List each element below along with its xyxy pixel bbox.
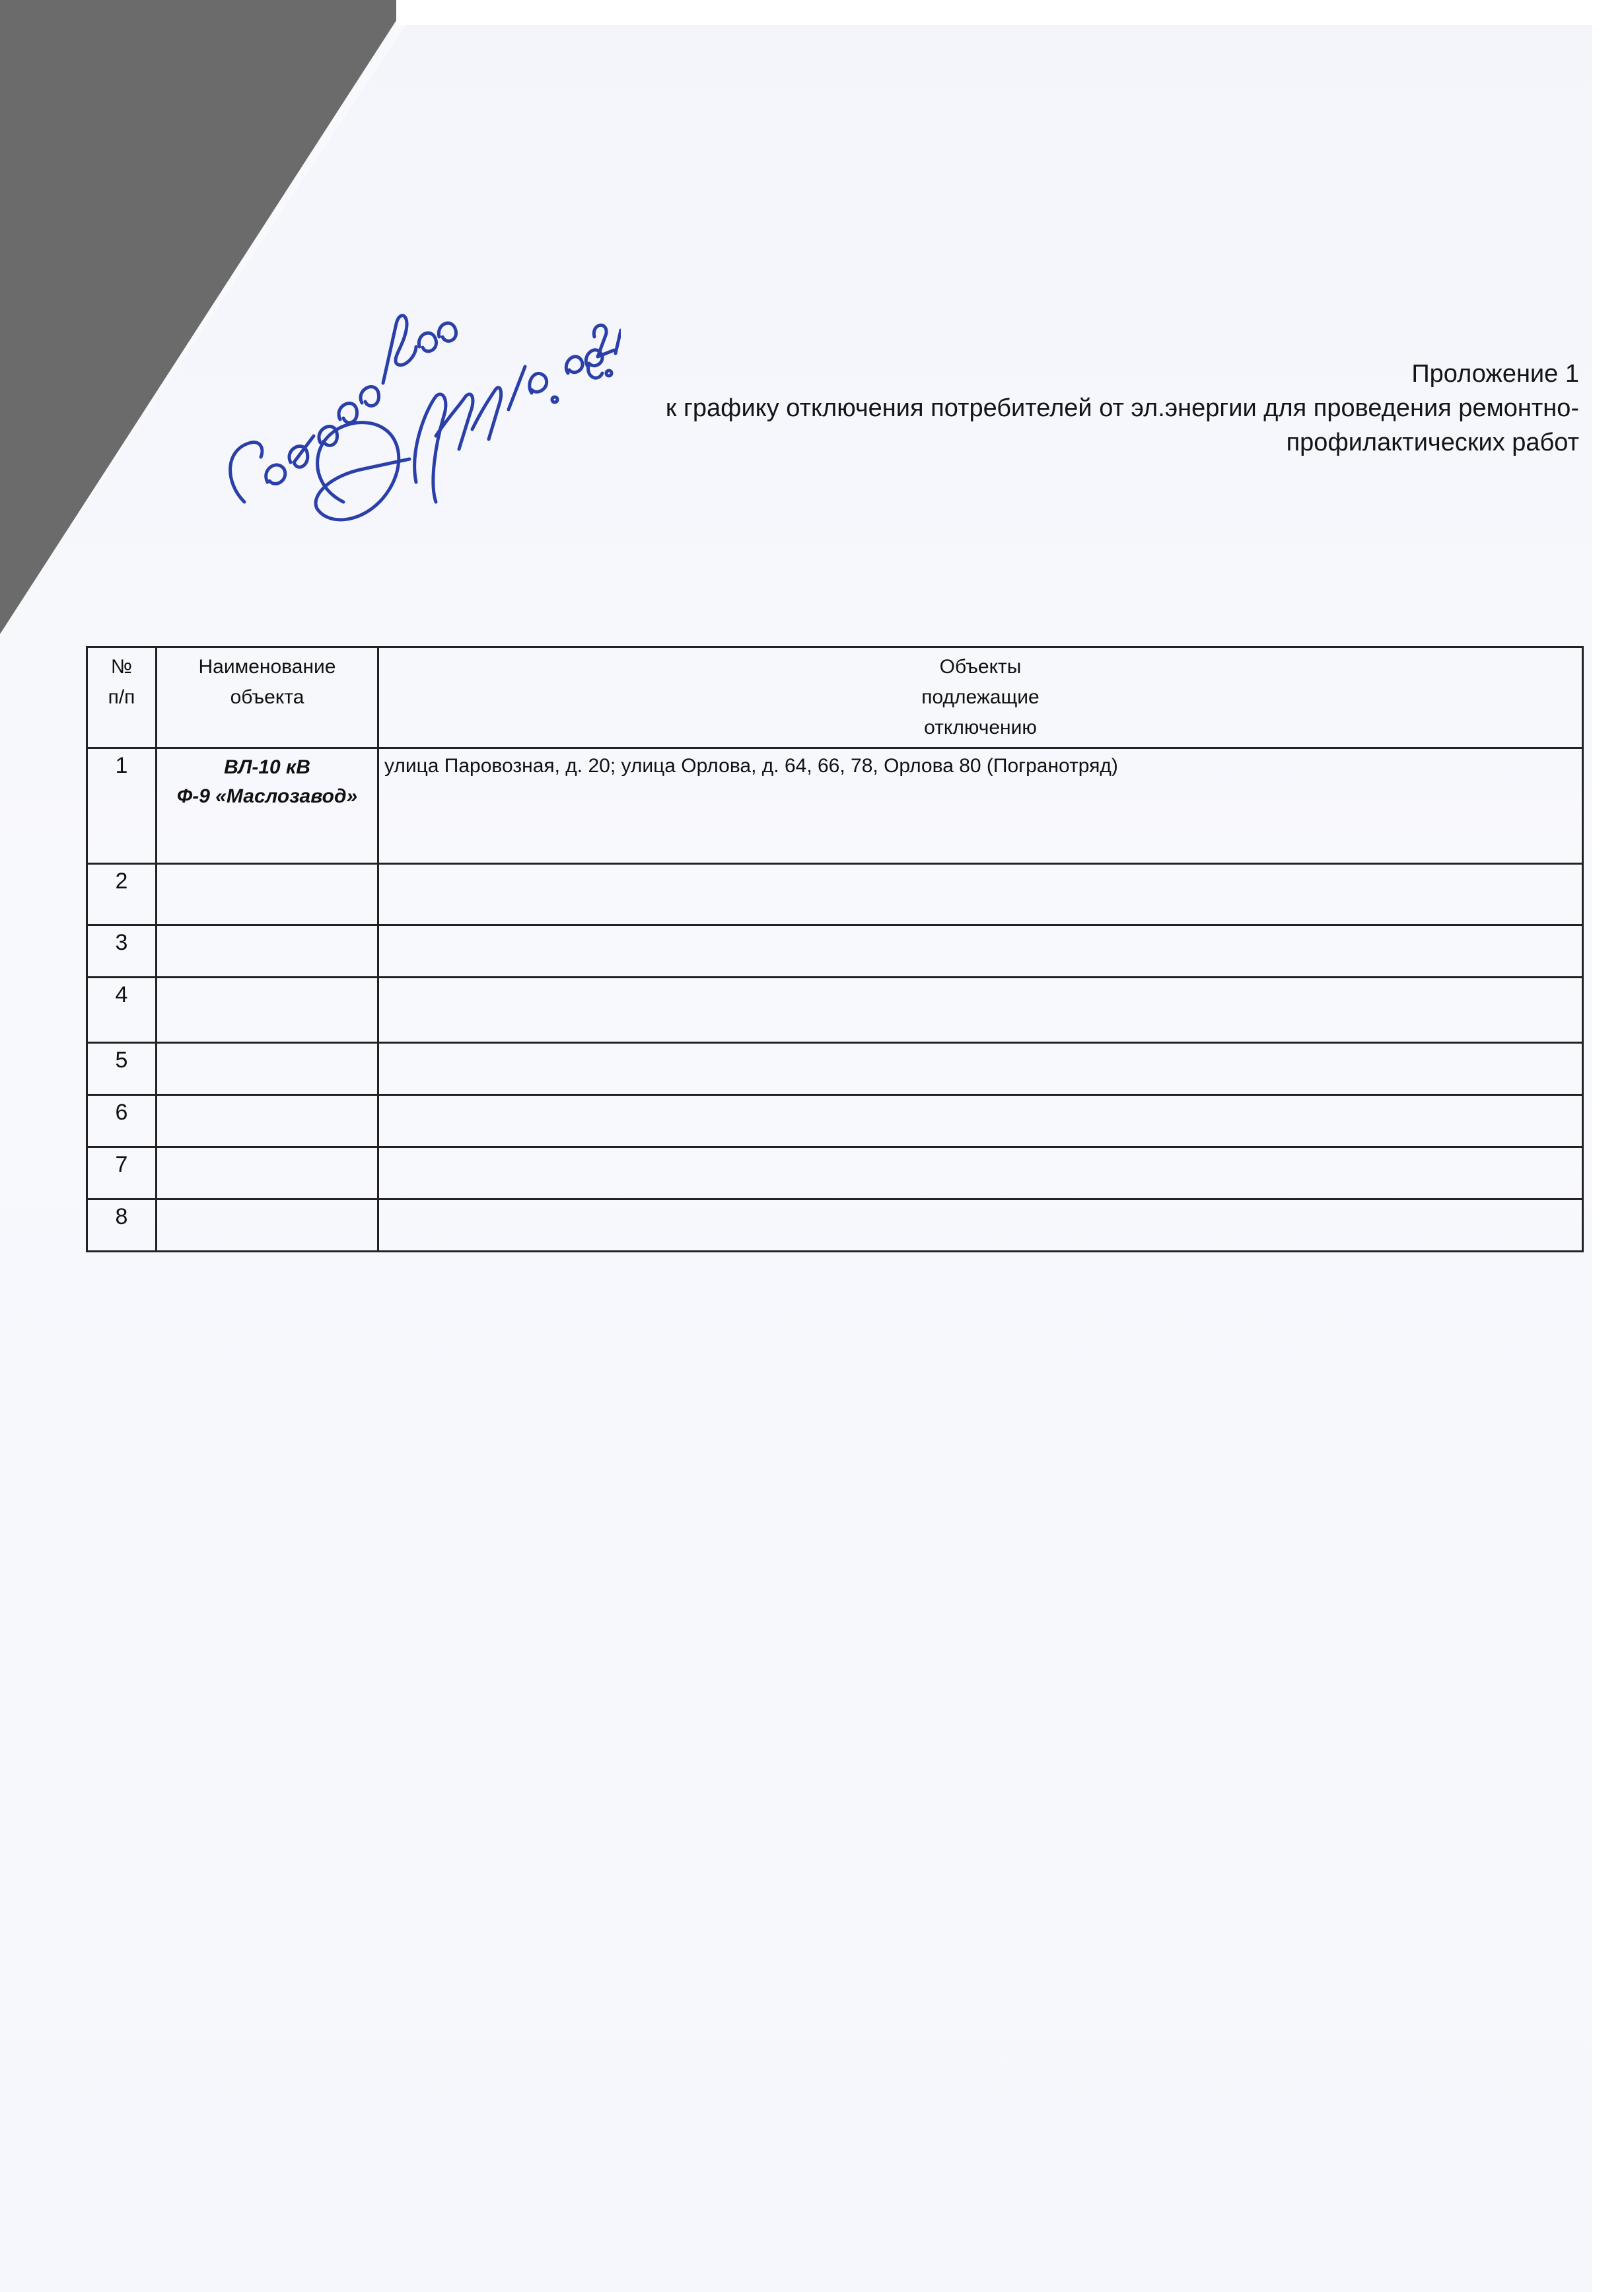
object-line-name: ВЛ-10 кВ (224, 756, 310, 778)
object-name-cell (157, 864, 378, 925)
table-row (87, 748, 1583, 864)
table-row (87, 1200, 1583, 1252)
outage-table-wrapper (86, 646, 1584, 1252)
column-header-number: № п/п (87, 647, 157, 748)
object-name-cell (157, 1147, 378, 1200)
object-name-cell (157, 1043, 378, 1095)
row-number: 5 (87, 1043, 157, 1095)
appendix-subtitle-line: к графику отключения потребителей от эл.энергии для проведения ремонтно- (665, 394, 1579, 422)
outage-table (86, 646, 1584, 1252)
targets-cell (378, 1043, 1583, 1095)
row-number: 3 (87, 925, 157, 978)
row-number: 8 (87, 1200, 157, 1252)
table-row (87, 978, 1583, 1043)
object-name-cell (157, 748, 378, 864)
object-name-cell (157, 1200, 378, 1252)
targets-cell: улица Паровозная, д. 20; улица Орлова, д. 64, 66, 78, Орлова 80 (Погранотряд) (378, 748, 1583, 864)
targets-cell (378, 925, 1583, 978)
row-number: 6 (87, 1095, 157, 1147)
object-name-cell (157, 1095, 378, 1147)
object-name-cell (157, 978, 378, 1043)
column-header-object-name: Наименование объекта (157, 647, 378, 748)
table-row (87, 1095, 1583, 1147)
column-header-targets: Объекты подлежащие отключению (378, 647, 1583, 748)
targets-cell (378, 1147, 1583, 1200)
scan-right-margin (1592, 0, 1624, 2292)
targets-cell (378, 978, 1583, 1043)
table-row (87, 1147, 1583, 1200)
row-number: 7 (87, 1147, 157, 1200)
row-number: 1 (87, 748, 157, 864)
row-number: 2 (87, 864, 157, 925)
targets-cell (378, 864, 1583, 925)
appendix-header (522, 357, 1579, 460)
table-row (87, 864, 1583, 925)
appendix-subtitle-line: профилактических работ (1286, 429, 1579, 456)
scan-top-margin (396, 0, 1624, 25)
row-number: 4 (87, 978, 157, 1043)
table-row (87, 1043, 1583, 1095)
targets-cell (378, 1095, 1583, 1147)
appendix-title: Проложение 1 (1411, 360, 1579, 388)
object-name-cell (157, 925, 378, 978)
table-row (87, 925, 1583, 978)
object-line-feeder: Ф-9 «Маслозавод» (176, 785, 358, 807)
table-header-row (87, 647, 1583, 748)
targets-cell (378, 1200, 1583, 1252)
